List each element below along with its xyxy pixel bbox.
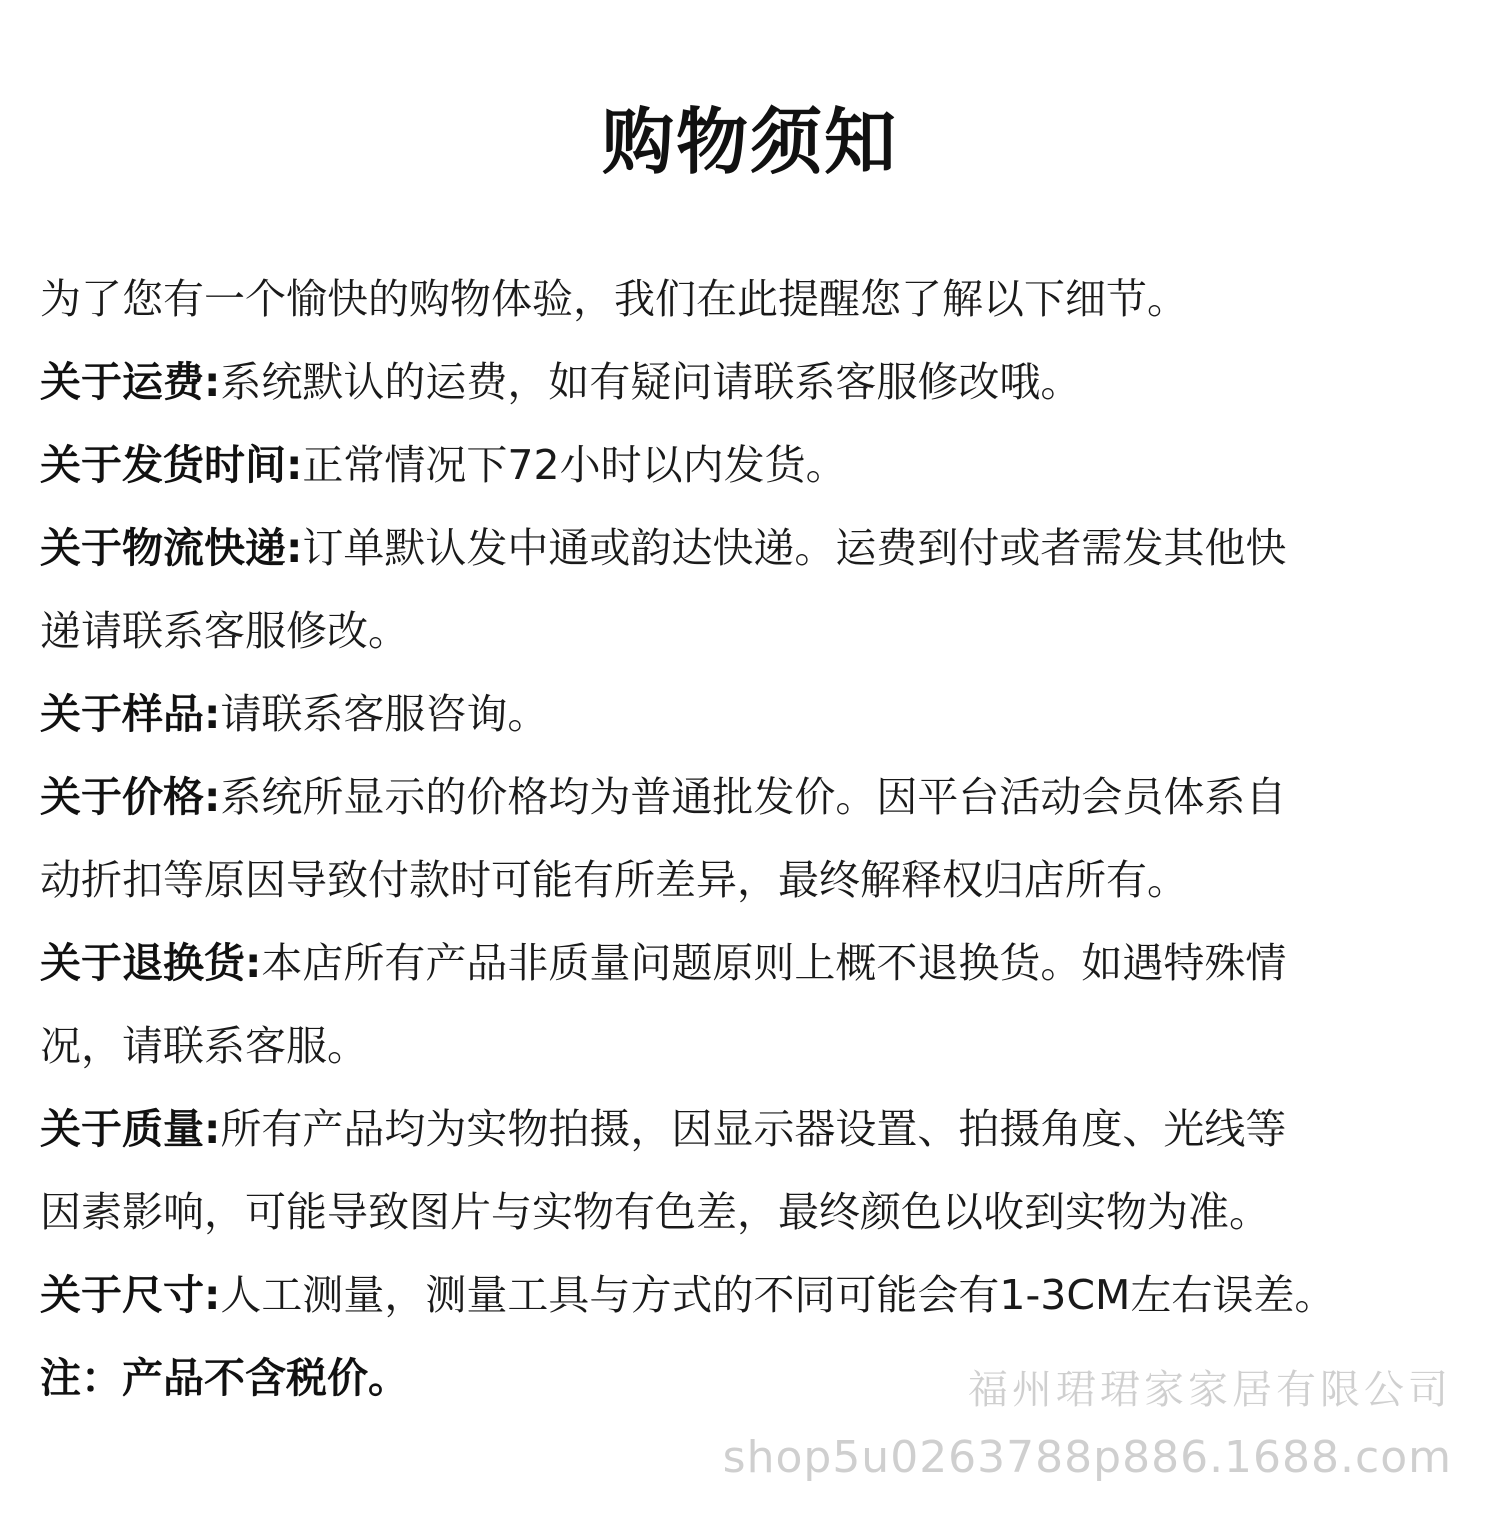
notice-shipping-fee — [40, 341, 1465, 424]
notice-text: 系统所显示的价格均为普通批发价。因平台活动会员体系自 — [220, 773, 1287, 821]
notice-text: 请联系客服咨询。 — [220, 690, 549, 738]
notice-label: 关于发货时间: — [40, 441, 303, 489]
notice-text: 本店所有产品非质量问题原则上概不退换货。如遇特殊情 — [261, 939, 1287, 987]
intro-text: 为了您有一个愉快的购物体验，我们在此提醒您了解以下细节。 — [40, 275, 1188, 323]
notice-label: 关于价格: — [40, 773, 221, 821]
notice-text: 订单默认发中通或韵达快递。运费到付或者需发其他快 — [302, 524, 1287, 572]
notice-logistics — [40, 507, 1465, 590]
notice-text: 所有产品均为实物拍摄，因显示器设置、拍摄角度、光线等 — [220, 1105, 1287, 1153]
notice-label: 关于质量: — [40, 1105, 221, 1153]
notice-label: 关于样品: — [40, 690, 221, 738]
notice-size — [40, 1254, 1465, 1337]
notice-quality-continued: 因素影响，可能导致图片与实物有色差，最终颜色以收到实物为准。 — [40, 1188, 1270, 1236]
notice-price-continued: 动折扣等原因导致付款时可能有所差异，最终解释权归店所有。 — [40, 856, 1188, 904]
notice-text: 正常情况下72小时以内发货。 — [302, 441, 847, 489]
notice-logistics-continued: 递请联系客服修改。 — [40, 607, 409, 655]
page-title: 购物须知 — [601, 100, 898, 184]
notice-text: 系统默认的运费，如有疑问请联系客服修改哦。 — [220, 358, 1082, 406]
notice-returns-continued: 况，请联系客服。 — [40, 1022, 368, 1070]
notice-text: 人工测量，测量工具与方式的不同可能会有1-3CM左右误差。 — [220, 1271, 1336, 1319]
notice-label: 关于尺寸: — [40, 1271, 221, 1319]
notice-content — [40, 258, 1465, 1420]
watermark-company: 福州珺珺家家居有限公司 — [968, 1367, 1452, 1413]
tax-note: 注：产品不含税价。 — [40, 1354, 409, 1402]
watermark-url: shop5u0263788p886.1688.com — [722, 1432, 1452, 1483]
notice-label: 关于物流快递: — [40, 524, 303, 572]
notice-quality — [40, 1088, 1465, 1171]
notice-price — [40, 756, 1465, 839]
notice-delivery-time — [40, 424, 1465, 507]
notice-label: 关于运费: — [40, 358, 221, 406]
notice-samples — [40, 673, 1465, 756]
notice-returns — [40, 922, 1465, 1005]
notice-label: 关于退换货: — [40, 939, 262, 987]
